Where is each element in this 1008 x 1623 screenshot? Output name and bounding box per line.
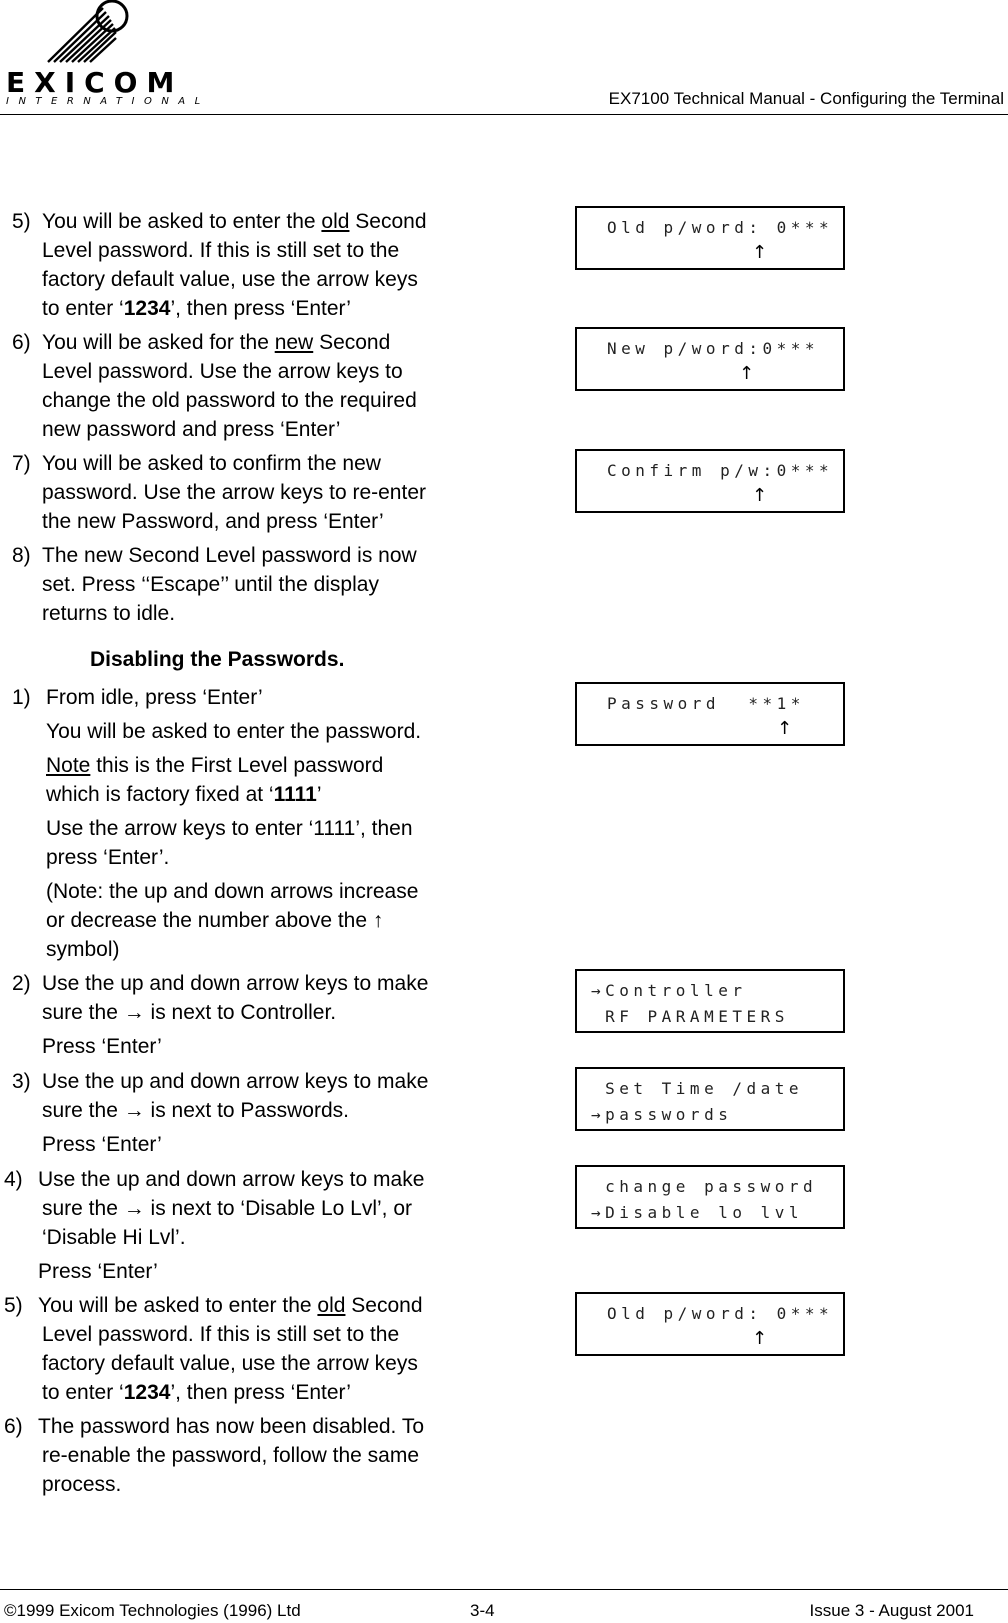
lcd-line-1: Set Time /date [591, 1079, 803, 1098]
d6-line-1: The password has now been disabled. To [38, 1415, 425, 1438]
exicom-logo-mark [0, 0, 140, 66]
d4-line-1: Use the up and down arrow keys to make [38, 1168, 425, 1191]
step-5-line-4: to enter ‘1234’, then press ‘Enter’ [42, 297, 351, 320]
lcd-new-password [575, 327, 845, 391]
d5-line-4: to enter ‘1234’, then press ‘Enter’ [42, 1381, 351, 1404]
section-heading: Disabling the Passwords. [90, 648, 345, 671]
d4-line-4: Press ‘Enter’ [38, 1260, 158, 1283]
lcd-line-1: Old p/word: 0*** [607, 1304, 834, 1323]
logo-subtitle: INTERNATIONAL [6, 96, 210, 107]
lcd-confirm-password [575, 449, 845, 513]
step-8-line-2: set. Press ‘‘Escape’’ until the display [42, 573, 379, 596]
lcd-line-1: Password **1* [607, 694, 805, 713]
up-arrow-icon: ↑ [752, 485, 768, 506]
step-number: 8) [12, 544, 31, 567]
d1-line-1: From idle, press ‘Enter’ [46, 686, 263, 709]
lcd-disable-menu [575, 1165, 845, 1229]
d5-line-1: You will be asked to enter the old Second [38, 1294, 423, 1317]
step-6-line-3: change the old password to the required [42, 389, 417, 412]
step-8-line-3: returns to idle. [42, 602, 176, 625]
step-number: 5) [12, 210, 31, 233]
step-number: 1) [12, 686, 31, 709]
lcd-passwords-menu [575, 1067, 845, 1131]
lcd-line-1: New p/word:0*** [607, 339, 819, 358]
d1-line-2: You will be asked to enter the password. [46, 720, 422, 743]
lcd-line-2: RF PARAMETERS [591, 1007, 789, 1026]
lcd-old-password-2 [575, 1292, 845, 1356]
up-arrow-icon: ↑ [777, 718, 793, 739]
d2-line-3: Press ‘Enter’ [42, 1035, 162, 1058]
step-number: 2) [12, 972, 31, 995]
step-5-line-2: Level password. If this is still set to the [42, 239, 400, 262]
lcd-line-2: →Disable lo lvl [591, 1203, 803, 1222]
d3-line-2: sure the → is next to Passwords. [42, 1099, 349, 1122]
step-number: 5) [4, 1294, 23, 1317]
d1-line-9: symbol) [46, 938, 120, 961]
d1-line-7: (Note: the up and down arrows increase [46, 880, 419, 903]
footer-rule [0, 1589, 1008, 1590]
d2-line-1: Use the up and down arrow keys to make [42, 972, 429, 995]
d2-line-2: sure the → is next to Controller. [42, 1001, 337, 1024]
footer-issue: Issue 3 - August 2001 [809, 1601, 974, 1620]
up-arrow-icon: ↑ [752, 242, 768, 263]
d5-line-3: factory default value, use the arrow keys [42, 1352, 418, 1375]
lcd-old-password [575, 206, 845, 270]
step-number: 7) [12, 452, 31, 475]
step-number: 6) [12, 331, 31, 354]
lcd-line-1: Confirm p/w:0*** [607, 461, 834, 480]
lcd-line-1: →Controller [591, 981, 747, 1000]
lcd-password-entry [575, 682, 845, 746]
d1-line-8: or decrease the number above the ↑ [46, 909, 384, 932]
lcd-controller-menu [575, 969, 845, 1033]
step-7-line-3: the new Password, and press ‘Enter’ [42, 510, 384, 533]
step-8-line-1: The new Second Level password is now [42, 544, 417, 567]
step-number: 3) [12, 1070, 31, 1093]
step-6-line-1: You will be asked for the new Second [42, 331, 391, 354]
lcd-line-1: change password [591, 1177, 818, 1196]
up-arrow-icon: ↑ [739, 363, 755, 384]
step-number: 4) [4, 1168, 23, 1191]
d3-line-3: Press ‘Enter’ [42, 1133, 162, 1156]
up-arrow-icon: ↑ [752, 1328, 768, 1349]
footer-copyright: ©1999 Exicom Technologies (1996) Ltd [4, 1601, 301, 1620]
d1-line-5: Use the arrow keys to enter ‘1111’, then [46, 817, 413, 840]
d5-line-2: Level password. If this is still set to the [42, 1323, 400, 1346]
step-number: 6) [4, 1415, 23, 1438]
lcd-line-1: Old p/word: 0*** [607, 218, 834, 237]
d6-line-3: process. [42, 1473, 122, 1496]
step-7-line-1: You will be asked to confirm the new [42, 452, 381, 475]
d6-line-2: re-enable the password, follow the same [42, 1444, 420, 1467]
step-6-line-2: Level password. Use the arrow keys to [42, 360, 403, 383]
step-6-line-4: new password and press ‘Enter’ [42, 418, 341, 441]
d4-line-3: ‘Disable Hi Lvl’. [42, 1226, 186, 1249]
header-rule [0, 114, 1008, 115]
step-7-line-2: password. Use the arrow keys to re-enter [42, 481, 426, 504]
lcd-line-2: →passwords [591, 1105, 733, 1124]
step-5-line-1: You will be asked to enter the old Second [42, 210, 427, 233]
d3-line-1: Use the up and down arrow keys to make [42, 1070, 429, 1093]
d1-line-6: press ‘Enter’. [46, 846, 170, 869]
logo-wordmark: EXICOM [6, 66, 184, 99]
footer-page-number: 3-4 [470, 1601, 495, 1620]
header-title: EX7100 Technical Manual - Configuring the Terminal [608, 89, 1004, 108]
d1-line-3: Note this is the First Level password [46, 754, 384, 777]
d1-line-4: which is factory fixed at ‘1111’ [46, 783, 322, 806]
d4-line-2: sure the → is next to ‘Disable Lo Lvl’, or [42, 1197, 413, 1220]
step-5-line-3: factory default value, use the arrow keys [42, 268, 418, 291]
